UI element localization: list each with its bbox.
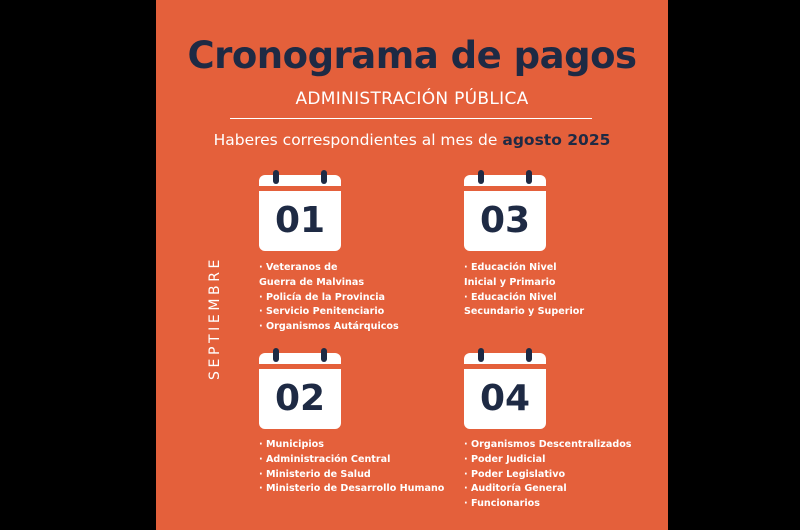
divider — [230, 118, 592, 119]
calendar-icon-02 — [259, 353, 341, 429]
month-label: SEPTIEMBRE — [207, 256, 223, 380]
list-item: · Administración Central — [259, 453, 444, 468]
list-item: · Policía de la Provincia — [259, 291, 399, 306]
list-item: · Educación Nivel Secundario y Superior — [464, 291, 584, 321]
day-01-list — [259, 261, 399, 335]
list-item: · Ministerio de Salud — [259, 468, 444, 483]
day-04-list — [464, 438, 632, 512]
list-item: · Veteranos de Guerra de Malvinas — [259, 261, 399, 291]
haberes-month: agosto 2025 — [502, 131, 611, 149]
subtitle: ADMINISTRACIÓN PÚBLICA — [295, 89, 529, 109]
list-item: · Servicio Penitenciario — [259, 305, 399, 320]
list-item: · Organismos Autárquicos — [259, 320, 399, 335]
page-title: Cronograma de pagos — [187, 34, 637, 77]
list-item: · Funcionarios — [464, 497, 632, 512]
list-item: · Organismos Descentralizados — [464, 438, 632, 453]
day-number: 04 — [479, 378, 531, 419]
list-item: · Poder Judicial — [464, 453, 632, 468]
calendar-icon-01 — [259, 175, 341, 251]
haberes-line — [156, 131, 668, 149]
list-item: · Ministerio de Desarrollo Humano — [259, 482, 444, 497]
day-03-list — [464, 261, 584, 320]
day-number: 02 — [274, 378, 326, 419]
calendar-icon-03 — [464, 175, 546, 251]
list-item: · Municipios — [259, 438, 444, 453]
poster — [156, 0, 668, 530]
day-02-list — [259, 438, 444, 497]
list-item: · Educación Nivel Inicial y Primario — [464, 261, 584, 291]
list-item: · Auditoría General — [464, 482, 632, 497]
haberes-text: Haberes correspondientes al mes de — [213, 131, 498, 149]
day-number: 03 — [479, 200, 531, 241]
calendar-icon-04 — [464, 353, 546, 429]
day-number: 01 — [274, 200, 326, 241]
list-item: · Poder Legislativo — [464, 468, 632, 483]
